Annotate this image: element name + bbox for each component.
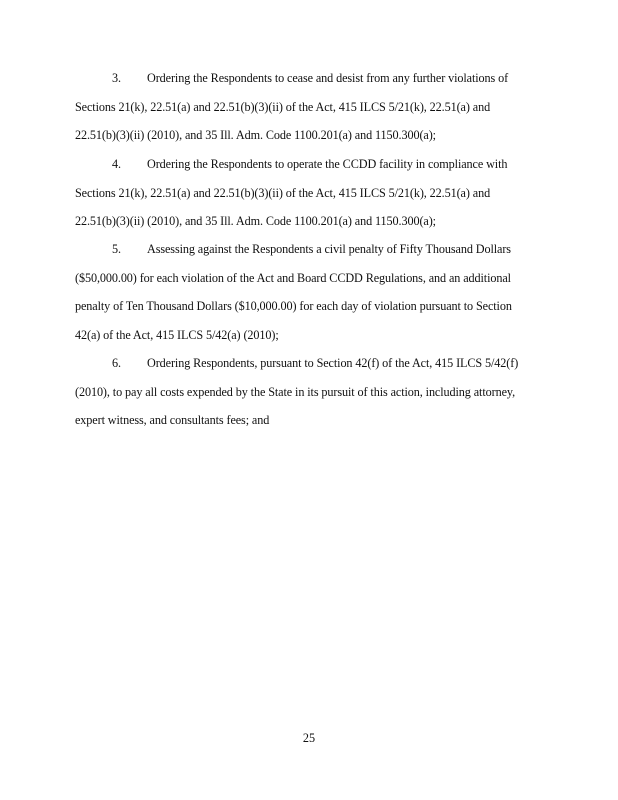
- paragraph-text: Ordering the Respondents to cease and desist from any further violations of: [147, 71, 509, 85]
- page-number: 25: [302, 731, 316, 745]
- paragraph-text: Assessing against the Respondents a civil penalty of Fifty Thousand Dollars: [147, 242, 511, 256]
- paragraph-4: [75, 150, 535, 236]
- paragraph-line: ($50,000.00) for each violation of the Act and Board CCDD Regulations, and an additional: [75, 270, 511, 285]
- paragraph-number: 4.: [112, 157, 121, 171]
- paragraph-text: Ordering the Respondents to operate the CCDD facility in compliance with: [147, 157, 508, 171]
- paragraph-first-line: [75, 235, 535, 264]
- paragraph-number: 3.: [112, 71, 121, 85]
- paragraph-number: 5.: [112, 242, 121, 256]
- paragraph-line: 22.51(b)(3)(ii) (2010), and 35 Ill. Adm. Code 1100.201(a) and 1150.300(a);: [75, 128, 436, 143]
- paragraph-first-line: [75, 349, 535, 378]
- paragraph-line: (2010), to pay all costs expended by the State in its pursuit of this action, including attorney,: [75, 384, 516, 399]
- paragraph-line: expert witness, and consultants fees; and: [75, 413, 270, 428]
- paragraph-line: Sections 21(k), 22.51(a) and 22.51(b)(3)(ii) of the Act, 415 ILCS 5/21(k), 22.51(a) and: [75, 185, 491, 200]
- paragraph-number: 6.: [112, 356, 121, 370]
- paragraph-line: Sections 21(k), 22.51(a) and 22.51(b)(3)(ii) of the Act, 415 ILCS 5/21(k), 22.51(a) and: [75, 99, 491, 114]
- paragraph-6: [75, 349, 535, 435]
- paragraph-line: 42(a) of the Act, 415 ILCS 5/42(a) (2010);: [75, 327, 279, 342]
- paragraph-5: [75, 235, 535, 349]
- paragraph-first-line: [75, 64, 535, 93]
- paragraph-text: Ordering Respondents, pursuant to Section 42(f) of the Act, 415 ILCS 5/42(f): [147, 356, 519, 370]
- paragraph-line: penalty of Ten Thousand Dollars ($10,000.00) for each day of violation pursuant to Section: [75, 299, 512, 314]
- paragraph-first-line: [75, 150, 535, 179]
- paragraph-line: 22.51(b)(3)(ii) (2010), and 35 Ill. Adm. Code 1100.201(a) and 1150.300(a);: [75, 214, 436, 229]
- paragraph-3: [75, 64, 535, 150]
